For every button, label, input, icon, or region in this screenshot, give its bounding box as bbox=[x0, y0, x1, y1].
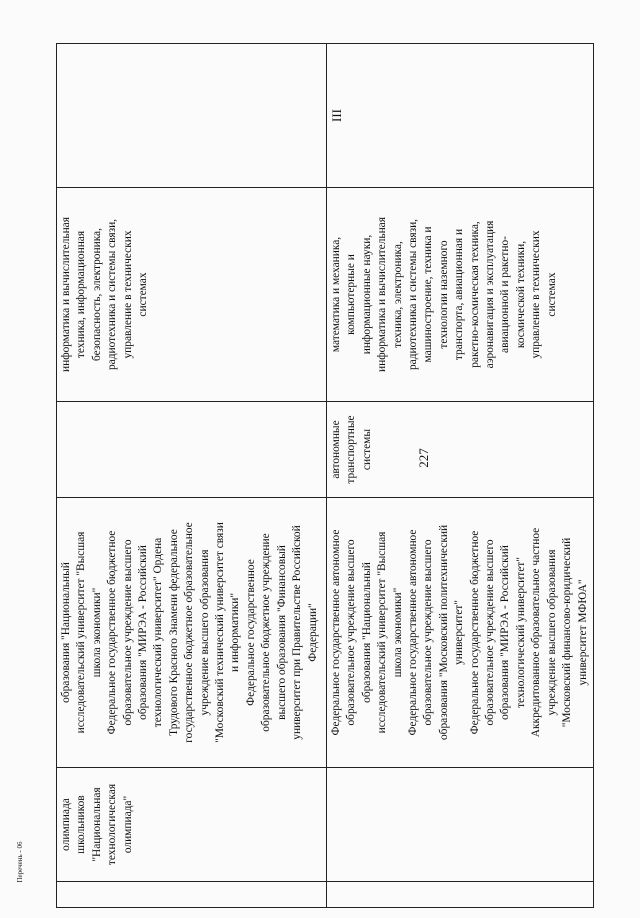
cell-line: университет МФЮА" bbox=[576, 579, 589, 686]
cell-line: математика и механика, bbox=[330, 236, 342, 353]
cell-line: Федеральное государственное бюджетное bbox=[468, 530, 481, 735]
cell-line: университет при Правительстве Российской bbox=[291, 525, 304, 740]
cell-line: техника, электроника, bbox=[391, 241, 404, 348]
cell-line: Федеральное государственное автономное bbox=[407, 529, 420, 736]
cell-line: технологическая bbox=[106, 783, 119, 866]
cell-line: образовательное учреждение высшего bbox=[484, 539, 497, 726]
level-numeral: III bbox=[329, 109, 344, 122]
profile-cell bbox=[327, 402, 594, 498]
cell-line: информатика и вычислительная bbox=[60, 217, 72, 372]
cell-line: "Национальная bbox=[90, 787, 103, 862]
cell-line: "Московский технический университет связи bbox=[214, 522, 227, 743]
cell-line: управление в технических bbox=[121, 230, 134, 359]
cell-line: системах bbox=[545, 272, 558, 317]
cell-line: образовательное учреждение высшего bbox=[422, 539, 435, 726]
cell-line: ракетно-космическая техника, bbox=[468, 221, 481, 368]
cell-line: Федерации" bbox=[306, 603, 319, 662]
cell-line: учреждение высшего образования bbox=[198, 549, 211, 716]
cell-line: образования "Национальный bbox=[60, 562, 72, 703]
olympiad-name-cell bbox=[57, 768, 327, 882]
cell-line: "Московский финансово-юридический bbox=[561, 537, 574, 728]
cell-line: учреждение высшего образования bbox=[545, 549, 558, 716]
table-row bbox=[327, 44, 594, 908]
cell-line: радиотехника и системы связи, bbox=[407, 218, 420, 371]
cell-line: информатика и вычислительная bbox=[376, 217, 389, 372]
rotated-table-wrapper bbox=[56, 44, 589, 908]
olympiad-table bbox=[56, 43, 594, 908]
cell-line: и информатики" bbox=[229, 593, 242, 672]
cell-line: образования "Национальный bbox=[360, 562, 373, 703]
olympiad-name-cell bbox=[327, 768, 594, 882]
cell-line: образовательное учреждение высшего bbox=[345, 539, 358, 726]
subjects-cell bbox=[327, 188, 594, 402]
cell-line: Федеральное государственное автономное bbox=[330, 529, 342, 736]
cell-line: космической техники, bbox=[514, 240, 527, 349]
cell-line: радиотехника и системы связи, bbox=[106, 218, 119, 371]
cell-line: Трудового Красного Знамени федеральное bbox=[167, 529, 180, 736]
cell-line: образовательное бюджетное учреждение bbox=[260, 533, 273, 732]
cell-line: образования "МИРЭА - Российский bbox=[137, 545, 150, 720]
cell-line: исследовательский университет "Высшая bbox=[75, 531, 88, 734]
cell-line: олимпиада" bbox=[121, 795, 134, 854]
cell-line: управление в технических bbox=[530, 230, 543, 359]
page-number: 227 bbox=[416, 448, 431, 468]
cell-line: машиностроение, техника и bbox=[422, 226, 435, 363]
cell-line: Аккредитованное образовательное частное bbox=[530, 527, 543, 738]
cell-line: университет" bbox=[453, 600, 466, 665]
cell-line: образования "Московский политехнический bbox=[437, 524, 450, 741]
index-cell bbox=[57, 882, 327, 908]
cell-line: информационные науки, bbox=[360, 234, 373, 355]
cell-line: высшего образования "Финансовый bbox=[275, 545, 288, 720]
cell-line: образовательное учреждение высшего bbox=[121, 539, 134, 726]
cell-line: исследовательский университет "Высшая bbox=[376, 531, 389, 734]
cell-line: школьников bbox=[75, 795, 88, 854]
cell-line: олимпиада bbox=[60, 798, 72, 851]
cell-line: технологии наземного bbox=[437, 240, 450, 349]
cell-line: безопасность, электроника, bbox=[90, 228, 103, 361]
cell-line: системы bbox=[360, 428, 373, 471]
cell-line: образования "МИРЭА - Российский bbox=[499, 545, 512, 720]
cell-line: Федеральное государственное бюджетное bbox=[106, 530, 119, 735]
cell-line: транспортные bbox=[345, 415, 358, 484]
level-cell bbox=[57, 44, 327, 188]
cell-line: компьютерные и bbox=[345, 254, 358, 335]
profile-cell bbox=[57, 402, 327, 498]
cell-line: аэронавигация и эксплуатация bbox=[484, 220, 497, 369]
cell-line: технологический университет" Ордена bbox=[152, 537, 165, 728]
organizers-cell bbox=[327, 498, 594, 768]
level-cell bbox=[327, 44, 594, 188]
cell-line: Федеральное государственное bbox=[244, 559, 257, 706]
cell-line: автономные bbox=[330, 420, 342, 479]
footer-code: Перечень - 06 bbox=[16, 841, 24, 883]
cell-line: государственное бюджетное образовательное bbox=[183, 522, 196, 743]
cell-line: транспорта, авиационная и bbox=[453, 228, 466, 361]
index-cell bbox=[327, 882, 594, 908]
table-row bbox=[57, 44, 327, 908]
organizers-cell bbox=[57, 498, 327, 768]
cell-line: системах bbox=[137, 272, 150, 317]
cell-line: технологический университет" bbox=[514, 557, 527, 708]
cell-line: школа экономики" bbox=[90, 587, 103, 678]
subjects-cell bbox=[57, 188, 327, 402]
cell-line: авиационной и ракетно- bbox=[499, 236, 512, 353]
cell-line: школа экономики" bbox=[391, 587, 404, 678]
cell-line: техника, информационная bbox=[75, 230, 88, 359]
